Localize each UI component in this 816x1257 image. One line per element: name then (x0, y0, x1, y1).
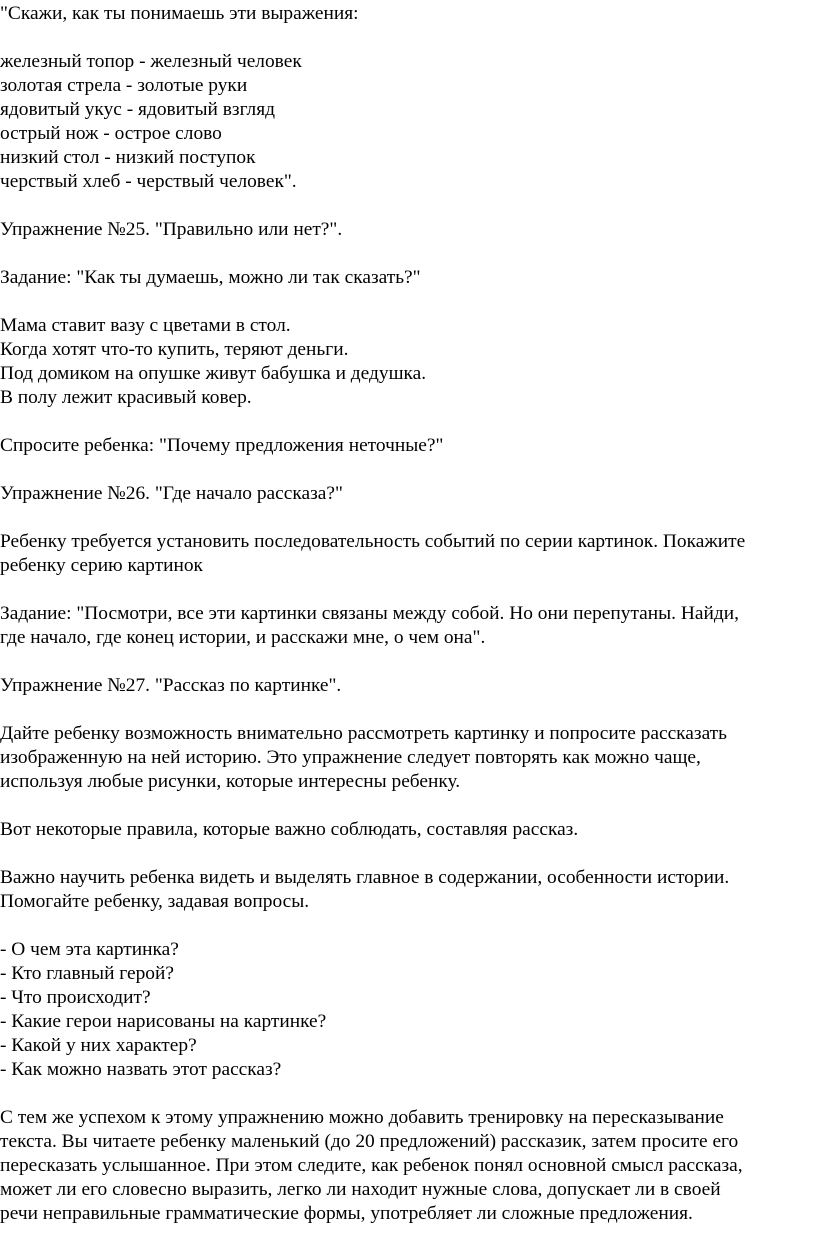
retelling-text-line: речи неправильные грамматические формы, употребляет ли сложные предложения. (0, 1203, 693, 1224)
rules-intro: Вот некоторые правила, которые важно соблюдать, составляя рассказ. (0, 819, 579, 840)
exercise-27-text-line: Дайте ребенку возможность внимательно рассмотреть картинку и попросите рассказать (0, 723, 727, 744)
exercise-25-task: Задание: "Как ты думаешь, можно ли так сказать?" (0, 267, 421, 288)
rules-text-line: Важно научить ребенка видеть и выделять главное в содержании, особенности истории. (0, 867, 730, 888)
sentence-2: Когда хотят что-то купить, теряют деньги. (0, 339, 349, 360)
expression-pair-5: низкий стол - низкий поступок (0, 147, 256, 168)
exercise-27-text-line: изображенную на ней историю. Это упражнение следует повторять как можно чаще, (0, 747, 701, 768)
expression-pair-6: черствый хлеб - черствый человек". (0, 171, 297, 192)
exercise-26-text-line: ребенку серию картинок (0, 555, 203, 576)
retelling-text-line: С тем же успехом к этому упражнению можно добавить тренировку на пересказывание (0, 1107, 724, 1128)
sentence-3: Под домиком на опушке живут бабушка и дедушка. (0, 363, 427, 384)
exercise-26-task-line: где начало, где конец истории, и расскажи мне, о чем она". (0, 627, 486, 648)
question-item: - Какие герои нарисованы на картинке? (0, 1011, 327, 1032)
retelling-text-line: текста. Вы читаете ребенку маленький (до 20 предложений) рассказик, затем просите его (0, 1131, 739, 1152)
expression-pair-4: острый нож - острое слово (0, 123, 222, 144)
sentence-4: В полу лежит красивый ковер. (0, 387, 252, 408)
expression-pair-2: золотая стрела - золотые руки (0, 75, 248, 96)
exercise-25-heading: Упражнение №25. "Правильно или нет?". (0, 219, 343, 240)
exercise-25-question: Спросите ребенка: "Почему предложения неточные?" (0, 435, 444, 456)
retelling-text-line: пересказать услышанное. При этом следите, как ребенок понял основной смысл рассказа, (0, 1155, 743, 1176)
exercise-27-heading: Упражнение №27. "Рассказ по картинке". (0, 675, 342, 696)
question-item: - Какой у них характер? (0, 1035, 197, 1056)
rules-text-line: Помогайте ребенку, задавая вопросы. (0, 891, 310, 912)
exercise-26-task-line: Задание: "Посмотри, все эти картинки связаны между собой. Но они перепутаны. Найди, (0, 603, 739, 624)
question-item: - Как можно назвать этот рассказ? (0, 1059, 282, 1080)
exercise-27-text-line: используя любые рисунки, которые интересны ребенку. (0, 771, 461, 792)
exercise-26-heading: Упражнение №26. "Где начало рассказа?" (0, 483, 343, 504)
question-item: - Что происходит? (0, 987, 151, 1008)
exercise-26-text-line: Ребенку требуется установить последовательность событий по серии картинок. Покажите (0, 531, 746, 552)
expression-pair-1: железный топор - железный человек (0, 51, 302, 72)
question-item: - Кто главный герой? (0, 963, 174, 984)
expression-pair-3: ядовитый укус - ядовитый взгляд (0, 99, 276, 120)
intro-line: "Скажи, как ты понимаешь эти выражения: (0, 3, 359, 24)
retelling-text-line: может ли его словесно выразить, легко ли находит нужные слова, допускает ли в своей (0, 1179, 721, 1200)
question-item: - О чем эта картинка? (0, 939, 179, 960)
sentence-1: Мама ставит вазу с цветами в стол. (0, 315, 291, 336)
